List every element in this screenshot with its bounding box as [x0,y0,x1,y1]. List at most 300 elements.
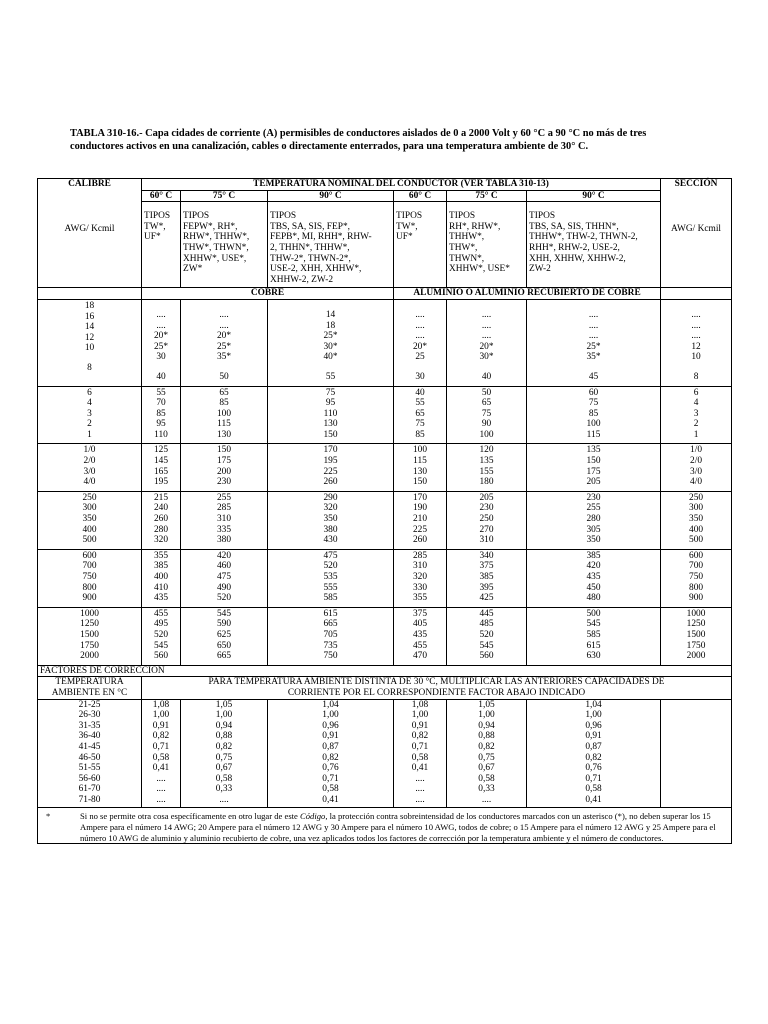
value: 500 [689,535,704,546]
value: 355 [153,550,169,561]
value: 375 [412,608,428,619]
value: 585 [586,629,601,640]
value: 1,00 [152,710,170,721]
value: 51-55 [78,763,101,774]
calibre-header: CALIBRE [38,179,142,191]
value: 445 [479,608,494,619]
value: 340 [479,550,494,561]
type-line: TIPOS [449,211,476,222]
type-line: TIPOS [270,211,297,222]
value: .... [588,320,599,331]
value: 0,82 [215,741,233,752]
value: 195 [153,477,169,488]
factors-title-row [38,665,732,677]
value: .... [219,309,229,320]
value: 85 [415,429,425,440]
value: 750 [323,651,338,662]
value: 0,82 [411,731,429,742]
group-1-a90 [527,386,661,444]
value: 600 [82,550,97,561]
value: 205 [586,477,601,488]
value: 1,00 [478,710,495,721]
value: 305 [586,524,601,535]
value: 3/0 [83,466,96,477]
value: 85 [156,408,166,419]
value: 545 [586,619,601,630]
value: 320 [153,535,169,546]
value: .... [415,331,425,342]
awg-kcmil-label: AWG/ Kcmil [64,224,115,235]
temperature-column-3: 60° C [394,190,447,202]
awg-kcmil-label: AWG/ Kcmil [671,224,722,235]
value: 30* [323,341,338,352]
group-2-c75 [181,444,268,491]
group-3-a90 [527,491,661,549]
group-5-a90 [527,607,661,665]
value [144,363,178,372]
value: 6 [87,387,92,398]
value: 1000 [686,608,706,619]
conductor-types-3 [394,202,447,288]
value: 250 [82,492,97,503]
value: 700 [82,561,97,572]
value: .... [481,309,492,320]
value: 12 [691,341,701,352]
group-0-a75 [447,299,527,386]
value: 380 [216,535,232,546]
value: .... [691,331,701,342]
value: 375 [479,561,494,572]
type-line: RHW*, THHW*, [183,232,250,243]
group-3-sec [661,491,732,549]
header-row [38,179,732,191]
group-0-awg [38,299,142,386]
value: 800 [82,582,97,593]
value: 0,82 [322,752,339,763]
value: .... [156,794,166,805]
value [144,301,178,310]
value: 520 [153,629,169,640]
value: 25 [415,352,425,363]
value: 4 [693,398,699,409]
value: 0,41 [152,763,170,774]
value: 735 [323,640,338,651]
value: 85 [588,408,599,419]
factor-c60 [142,699,181,808]
group-2-c60 [142,444,181,491]
value: .... [588,331,599,342]
value: 385 [479,572,494,582]
type-line: ZW-2 [529,264,551,275]
value: 40 [481,371,492,382]
footnote-text [80,811,729,843]
value: 0,41 [322,794,339,805]
value: 400 [82,524,97,535]
value: 45 [588,371,599,382]
value: 30 [156,352,166,363]
value: .... [156,320,166,331]
type-line: USE-2, XHH, XHHW*, [270,264,362,275]
value: 65 [481,398,492,409]
value: 310 [216,514,232,525]
label-line: TEMPERATURA [55,677,124,688]
value: 705 [323,629,338,640]
group-1-sec [661,386,732,444]
value: 71-80 [78,794,101,805]
group-4-a90 [527,549,661,607]
value: 470 [412,651,428,662]
value: 455 [153,608,169,619]
group-0-c90 [268,299,394,386]
value: 0,71 [152,741,170,752]
instruction-line: PARA TEMPERATURA AMBIENTE DISTINTA DE 30 °C, MULTIPLICAR LAS ANTERIORES CAPACIDADES DE [208,677,665,688]
value: 0,94 [478,720,495,731]
value: 100 [479,429,494,440]
value: 650 [216,640,232,651]
value: 25* [323,331,338,342]
value [529,301,658,310]
value: .... [691,309,701,320]
value: 16 [84,311,95,322]
value [270,363,391,372]
value: 50 [219,371,229,382]
factor-instruction [142,677,732,699]
value: 535 [323,572,338,582]
value: .... [481,794,492,805]
value: 290 [323,492,338,503]
value: .... [481,320,492,331]
value: 0,58 [585,784,602,795]
value: 260 [323,477,338,488]
value: 95 [156,419,166,430]
group-0-a90 [527,299,661,386]
value: 520 [216,593,232,604]
value: 55 [156,387,166,398]
value: 1/0 [690,445,703,456]
value: 585 [323,593,338,604]
value: 155 [479,466,494,477]
factor-c90 [268,699,394,808]
group-3-c90 [268,491,394,549]
type-line: FEPW*, RH*, [183,221,238,232]
copper-header: COBRE [142,288,394,300]
value: 150 [323,429,338,440]
type-line: XHH, XHHW, XHHW-2, [529,253,626,264]
group-4-c75 [181,549,268,607]
value: 800 [689,582,704,593]
value: 545 [479,640,494,651]
value: 260 [412,535,428,546]
value: 25* [153,341,169,352]
group-5-a75 [447,607,527,665]
value: 145 [153,456,169,467]
value: 135 [586,445,601,456]
value: 0,71 [322,773,339,784]
value: 1500 [686,629,706,640]
value: .... [415,773,425,784]
value: 70 [156,398,166,409]
value: 1 [87,429,92,440]
value: 0,58 [152,752,170,763]
value: 1,04 [322,699,339,710]
type-line: ZW* [183,264,203,275]
value: 100 [586,419,601,430]
value: 2/0 [83,456,96,467]
conductor-types-0 [142,202,181,288]
type-line: THW*, THWN*, [183,242,249,253]
factors-header-row [38,677,732,699]
label-line: AMBIENTE EN °C [51,687,128,698]
value: 1 [693,429,699,440]
data-group [38,607,732,665]
group-5-awg [38,607,142,665]
value: 40* [323,352,338,363]
calibre-spacer [38,190,142,288]
value: 95 [325,398,336,409]
value: 0,96 [322,720,339,731]
temperature-column-1: 75° C [181,190,268,202]
value: 240 [153,503,169,514]
group-3-a60 [394,491,447,549]
group-2-a90 [527,444,661,491]
value: .... [219,320,229,331]
value: 385 [153,561,169,572]
value: 165 [153,466,169,477]
value: 0,82 [585,752,602,763]
value: .... [156,784,166,795]
value: 25* [586,341,601,352]
value: 1,00 [215,710,233,721]
group-5-c75 [181,607,268,665]
value: 0,33 [215,784,233,795]
value: 0,67 [215,763,233,774]
instruction-line: CORRIENTE POR EL CORRESPONDIENTE FACTOR ABAJO INDICADO [287,687,586,698]
type-line: TBS, SA, SIS, FEP*, [270,221,350,232]
value: 435 [412,629,428,640]
type-line: UF* [396,232,413,243]
value: .... [415,784,425,795]
value: 2/0 [690,456,703,467]
value: 10 [691,352,701,363]
group-5-a60 [394,607,447,665]
value: 210 [412,514,428,525]
value: 615 [323,608,338,619]
value [183,301,265,310]
value: 1,00 [322,710,339,721]
value: 130 [216,429,232,440]
footnote-row [38,808,732,844]
group-0-c60 [142,299,181,386]
value: 20* [216,331,232,342]
value: 380 [323,524,338,535]
value: 150 [586,456,601,467]
value: 0,75 [215,752,233,763]
group-4-awg [38,549,142,607]
value: 475 [323,550,338,561]
value: 56-60 [78,773,101,784]
conductor-types-1 [181,202,268,288]
group-5-c60 [142,607,181,665]
factor-c75 [181,699,268,808]
value: 350 [586,535,601,546]
value: 230 [216,477,232,488]
aluminum-header: ALUMINIO O ALUMINIO RECUBIERTO DE COBRE [394,288,661,300]
value: 395 [479,582,494,593]
data-group [38,549,732,607]
value: 400 [153,572,169,582]
value: 480 [586,593,601,604]
value: 500 [82,535,97,546]
value: 0,41 [411,763,429,774]
value: 40 [415,387,425,398]
value [183,363,265,372]
value: 1,05 [215,699,233,710]
group-2-a75 [447,444,527,491]
value: 90 [481,419,492,430]
temperature-row [38,190,732,202]
value: .... [415,320,425,331]
value: 0,82 [152,731,170,742]
value: 55 [415,398,425,409]
value: 435 [586,572,601,582]
group-4-a75 [447,549,527,607]
value: 0,58 [322,784,339,795]
value: 330 [412,582,428,593]
value: 0,88 [478,731,495,742]
value: 75 [588,398,599,409]
value: 100 [216,408,232,419]
value: 3 [693,408,699,419]
footnote-text-part: Si no se permite otra cosa específicamente en otro lugar de este [80,811,301,822]
type-line: RHH*, RHW-2, USE-2, [529,242,620,253]
group-3-a75 [447,491,527,549]
value [396,363,444,372]
footnote-italic: Código [300,811,326,822]
value: 495 [153,619,169,630]
value: 21-25 [78,699,101,710]
value: .... [691,320,701,331]
type-line: TIPOS [396,211,423,222]
data-group [38,386,732,444]
value: 350 [82,514,97,525]
value: 180 [479,477,494,488]
value: 285 [216,503,232,514]
value: .... [219,794,229,805]
type-line: XHHW*, USE* [449,264,510,275]
value: 4/0 [690,477,703,488]
type-line: FEPB*, MI, RHH*, RHW- [270,232,372,243]
value: 0,82 [478,741,495,752]
value: 0,87 [585,741,602,752]
value: 130 [323,419,338,430]
seccion-header: SECCIÓN [661,179,732,191]
value: 41-45 [78,741,101,752]
value: 560 [153,651,169,662]
group-1-c60 [142,386,181,444]
value: 50 [481,387,492,398]
value: 0,96 [585,720,602,731]
group-2-a60 [394,444,447,491]
value: 300 [82,503,97,514]
temperature-column-2: 90° C [268,190,394,202]
value: 170 [412,492,428,503]
value: 100 [412,445,428,456]
value: 46-50 [78,752,101,763]
footnote-mark: * [46,811,51,822]
value: 150 [216,445,232,456]
value: 75 [325,387,336,398]
value: 0,41 [585,794,602,805]
value: 1750 [686,640,706,651]
type-line: THWN*, [449,253,485,264]
value: 75 [415,419,425,430]
value: 455 [412,640,428,651]
value: 0,91 [411,720,429,731]
group-4-c90 [268,549,394,607]
footnote-row [38,808,732,844]
value: 0,67 [478,763,495,774]
value: 35* [216,352,232,363]
value: 14 [84,322,95,333]
value: 700 [689,561,704,572]
value: 1,05 [478,699,495,710]
value: 8 [693,371,699,382]
group-1-awg [38,386,142,444]
value: 250 [479,514,494,525]
value: 750 [82,572,97,582]
factor-a75 [447,699,527,808]
conductor-types-5 [527,202,661,288]
value: 1/0 [83,445,96,456]
value: 320 [412,572,428,582]
conductor-types-2 [268,202,394,288]
material-row [38,288,732,300]
value: 420 [216,550,232,561]
value: 190 [412,503,428,514]
data-group [38,444,732,491]
type-line: TW*, [396,221,418,232]
value [40,354,139,363]
value: 600 [689,550,704,561]
ambient-temp-label [38,677,142,699]
value: 18 [84,300,95,311]
value [663,363,729,372]
seccion-spacer [661,190,732,288]
type-line: UF* [144,232,161,243]
value: 20* [479,341,494,352]
group-0-sec [661,299,732,386]
type-line: THHW*, [449,232,485,243]
value: 65 [219,387,229,398]
value: 300 [689,503,704,514]
value: 630 [586,651,601,662]
type-line: TIPOS [529,211,556,222]
group-4-c60 [142,549,181,607]
type-line: XHHW-2, ZW-2 [270,274,334,285]
footnote [40,811,729,843]
temperature-column-5: 90° C [527,190,661,202]
value: 615 [586,640,601,651]
value: 1500 [80,629,99,640]
value: .... [481,331,492,342]
factors-title: FACTORES DE CORRECCION [38,665,732,677]
value: 8 [87,362,92,373]
value: 125 [153,445,169,456]
value: 625 [216,629,232,640]
value: 1000 [80,608,99,619]
value: 205 [479,492,494,503]
value [270,301,391,310]
